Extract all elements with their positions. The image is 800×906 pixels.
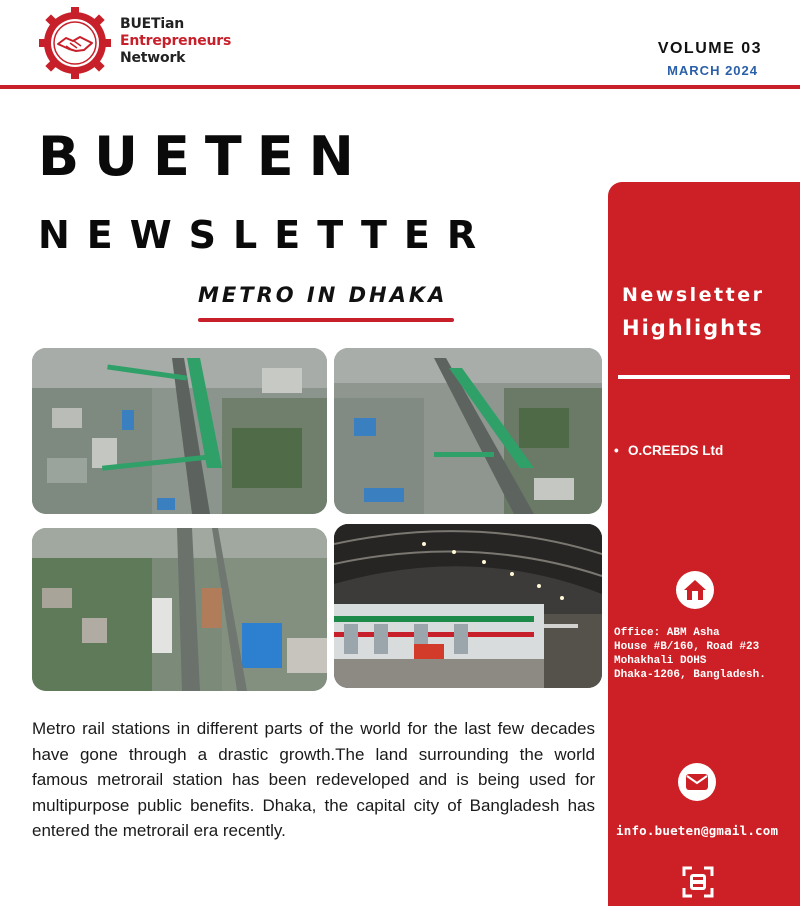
- feature-title: METRO IN DHAKA: [198, 283, 448, 307]
- photo-aerial-metro-2: [334, 348, 602, 514]
- photo-aerial-metro-3: [32, 528, 327, 691]
- volume-label: VOLUME 03: [657, 40, 762, 57]
- logo-line-2: Entrepreneurs: [120, 33, 232, 49]
- logo-icon: [36, 6, 114, 80]
- newsletter-subtitle: NEWSLETTER: [38, 213, 494, 257]
- bullet-icon: •: [614, 443, 619, 458]
- mail-icon: [678, 763, 716, 801]
- highlight-item-label: O.CREEDS Ltd: [628, 443, 724, 458]
- office-address: Office: ABM Asha House #B/160, Road #23 Mohakhali DOHS Dhaka-1206, Bangladesh.: [614, 627, 766, 681]
- photo-metro-station-platform: [334, 524, 602, 688]
- sidebar-divider: [618, 375, 790, 379]
- issue-date: MARCH 2024: [667, 63, 758, 78]
- highlight-item: [614, 443, 723, 458]
- feature-title-underline: [198, 318, 454, 322]
- newsletter-title: BUETEN: [38, 125, 369, 188]
- photo-aerial-metro-1: [32, 348, 327, 514]
- article-paragraph: Metro rail stations in different parts of the world for the last few decades have gone through a drastic growth.The land surrounding the world famous metrorail station has been redeveloped and is being used for multipurpose public benefits. Dhaka, the capital city of Bangladesh has entered the metrorail era recently.: [32, 719, 595, 841]
- home-icon: [676, 571, 714, 609]
- contact-email[interactable]: info.bueten@gmail.com: [616, 823, 779, 838]
- logo-line-3: Network: [120, 50, 186, 66]
- logo-wordmark: [120, 16, 231, 67]
- sidebar-heading-line-1: Newsletter: [622, 284, 765, 306]
- header-divider: [0, 85, 800, 89]
- logo-line-1: BUETian: [120, 16, 184, 32]
- sidebar-heading-line-2: Highlights: [622, 316, 764, 340]
- highlights-sidebar: [608, 182, 800, 906]
- qr-scan-icon: [682, 866, 714, 898]
